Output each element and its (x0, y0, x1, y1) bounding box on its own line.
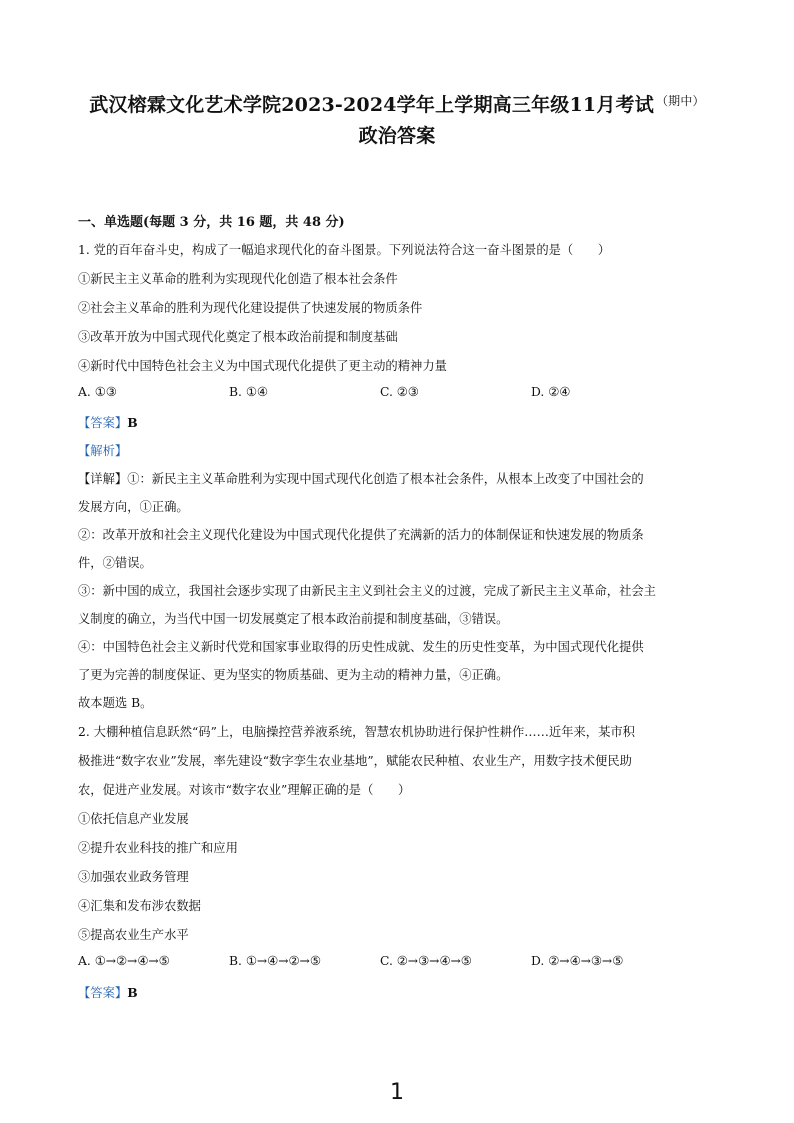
q1-detail-line: 义制度的确立，为当代中国一切发展奠定了根本政治前提和制度基础，③错误。 (78, 612, 509, 626)
q1-item-3: ③改革开放为中国式现代化奠定了根本政治前提和制度基础 (78, 330, 398, 344)
q1-detail-line: ②：改革开放和社会主义现代化建设为中国式现代化提供了充满新的活力的体制保证和快速发展的物质条 (78, 528, 644, 542)
title-suffix: （期中） (655, 94, 705, 108)
q2-answer-tag: 【答案】 (78, 986, 128, 1000)
q1-answer-tag: 【答案】 (78, 416, 128, 430)
q1-option-a: A. ①③ (78, 385, 117, 399)
q2-item-5: ⑤提高农业生产水平 (78, 928, 189, 942)
q1-stem: 1. 党的百年奋斗史，构成了一幅追求现代化的奋斗图景。下列说法符合这一奋斗图景的是（ ） (78, 243, 611, 257)
q2-item-4: ④汇集和发布涉农数据 (78, 899, 201, 913)
q2-stem-line: 农，促进产业发展。对该市“数字农业”理解正确的是（ ） (78, 783, 411, 797)
q1-item-4: ④新时代中国特色社会主义为中国式现代化提供了更主动的精神力量 (78, 359, 447, 373)
q1-detail-line: 件，②错误。 (78, 556, 152, 570)
q2-item-1: ①依托信息产业发展 (78, 812, 189, 826)
q1-option-b: B. ①④ (229, 385, 268, 399)
q1-answer (78, 413, 138, 431)
q1-detail-line: ④：中国特色社会主义新时代党和国家事业取得的历史性成就、发生的历史性变革，为中国式现代化提供 (78, 640, 644, 654)
q1-item-2: ②社会主义革命的胜利为现代化建设提供了快速发展的物质条件 (78, 301, 423, 315)
q1-detail-line: 发展方向，①正确。 (78, 500, 189, 514)
page-number: 1 (390, 1080, 404, 1105)
section-heading: 一、单选题(每题 3 分，共 16 题，共 48 分) (78, 215, 345, 230)
q1-option-d: D. ②④ (531, 385, 571, 399)
document-subtitle: 政治答案 (358, 125, 436, 147)
q2-answer-value: B (127, 985, 138, 1000)
q2-answer (78, 983, 138, 1001)
q1-option-c: C. ②③ (380, 385, 419, 399)
q2-item-3: ③加强农业政务管理 (78, 870, 189, 884)
title-main: 武汉榕霖文化艺术学院2023-2024学年上学期高三年级11月考试 (89, 94, 654, 116)
q2-item-2: ②提升农业科技的推广和应用 (78, 841, 238, 855)
q1-answer-value: B (127, 415, 138, 430)
q2-option-d: D. ②→④→③→⑤ (531, 954, 624, 968)
q2-stem-line: 极推进“数字农业”发展，率先建设“数字孪生农业基地”，赋能农民种植、农业生产，用数字技术便民助 (78, 754, 632, 768)
q1-detail-line: 【详解】①：新民主主义革命胜利为实现中国式现代化创造了根本社会条件，从根本上改变了中国社会的 (78, 472, 644, 486)
q1-conclusion: 故本题选 B。 (78, 696, 153, 710)
q1-analysis-tag: 【解析】 (78, 444, 128, 458)
q2-option-c: C. ②→③→④→⑤ (380, 954, 472, 968)
q1-detail-line: ③：新中国的成立，我国社会逐步实现了由新民主主义到社会主义的过渡，完成了新民主主义革命，社会主 (78, 584, 656, 598)
q2-option-a: A. ①→②→④→⑤ (78, 954, 170, 968)
q2-option-b: B. ①→④→②→⑤ (229, 954, 321, 968)
q1-detail-line: 了更为完善的制度保证、更为坚实的物质基础、更为主动的精神力量，④正确。 (78, 668, 509, 682)
document-title (0, 90, 794, 117)
q1-item-1: ①新民主主义革命的胜利为实现现代化创造了根本社会条件 (78, 272, 398, 286)
q2-stem-line: 2. 大棚种植信息跃然“码”上，电脑操控营养液系统，智慧农机协助进行保护性耕作……近年来，某市积 (78, 725, 635, 739)
